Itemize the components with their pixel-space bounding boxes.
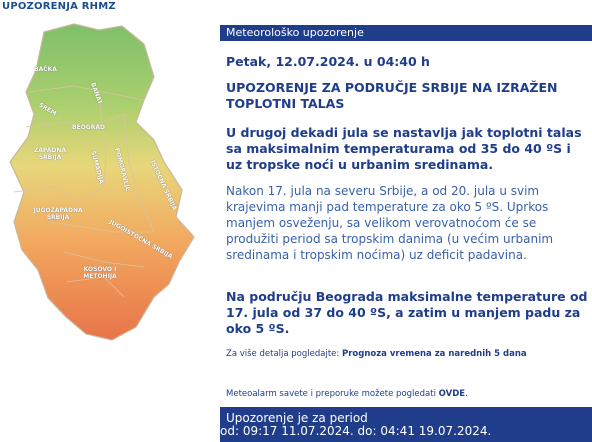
brand-title: UPOZORENJA RHMZ bbox=[2, 1, 116, 12]
region-sumadija[interactable]: ŠUMADIJA bbox=[89, 150, 105, 185]
period-box bbox=[220, 407, 592, 442]
region-zapadna-srbija[interactable]: ZAPADNA SRBIJA bbox=[33, 147, 67, 161]
warning-date: Petak, 12.07.2024. u 04:40 h bbox=[226, 54, 430, 69]
region-backa[interactable]: BAČKA bbox=[34, 66, 57, 73]
region-beograd[interactable]: BEOGRAD bbox=[72, 124, 105, 131]
region-srem[interactable]: SREM bbox=[37, 101, 58, 118]
region-jugoistocna-srbija[interactable]: JUGOISTOČNA SRBIJA bbox=[108, 218, 174, 261]
meteoalarm-suffix: . bbox=[465, 389, 468, 399]
region-jugozapadna-srbija[interactable]: JUGOZAPADNA SRBIJA bbox=[33, 207, 83, 221]
meteoalarm-prefix: Meteoalarm savete i preporuke možete pogledati bbox=[226, 389, 439, 399]
meteoalarm-line bbox=[226, 389, 468, 399]
region-kosovo-i-metohija[interactable]: KOSOVO I METOHIJA bbox=[83, 266, 117, 280]
warning-panel bbox=[220, 0, 592, 442]
details-line bbox=[226, 349, 527, 359]
region-banat[interactable]: BANAT bbox=[89, 81, 104, 106]
period-range: od: 09:17 11.07.2024. do: 04:41 19.07.2024. bbox=[220, 424, 492, 438]
panel-header: Meteorološko upozorenje bbox=[220, 25, 592, 41]
left-panel bbox=[0, 0, 218, 442]
forecast-link[interactable]: Prognoza vremena za narednih 5 dana bbox=[341, 349, 527, 359]
details-prefix: Za više detalja pogledajte: bbox=[226, 349, 342, 359]
warning-body: Nakon 17. jula na severu Srbije, a od 20. jula u svim krajevima manji pad temperature za oko 5 ºS. Uprkos manjem osveženju, sa velikom verovatnoćom će se produžiti period sa tropskim danima (u većim urbanim sredinama i tropskim noćima) uz deficit padavina. bbox=[226, 184, 554, 262]
region-istocna-srbija[interactable]: ISTOČNA SRBIJA bbox=[148, 159, 178, 212]
warning-lead: U drugoj dekadi jula se nastavlja jak toplotni talas sa maksimalnim temperaturama od 35 do 40 ºS i uz tropske noći u urbanim sredinama. bbox=[226, 125, 582, 172]
region-pomoravlje[interactable]: POMORAVLJE bbox=[113, 147, 132, 192]
period-title: Upozorenje je za period bbox=[226, 411, 368, 425]
meteoalarm-link[interactable]: OVDE bbox=[438, 389, 466, 399]
belgrade-note: Na području Beograda maksimalne temperature od 17. jula od 37 do 40 ºS, a zatim u manjem padu za oko 5 ºS. bbox=[226, 289, 588, 336]
warning-title: UPOZORENJE ZA PODRUČJE SRBIJE NA IZRAŽEN TOPLOTNI TALAS bbox=[226, 80, 558, 111]
